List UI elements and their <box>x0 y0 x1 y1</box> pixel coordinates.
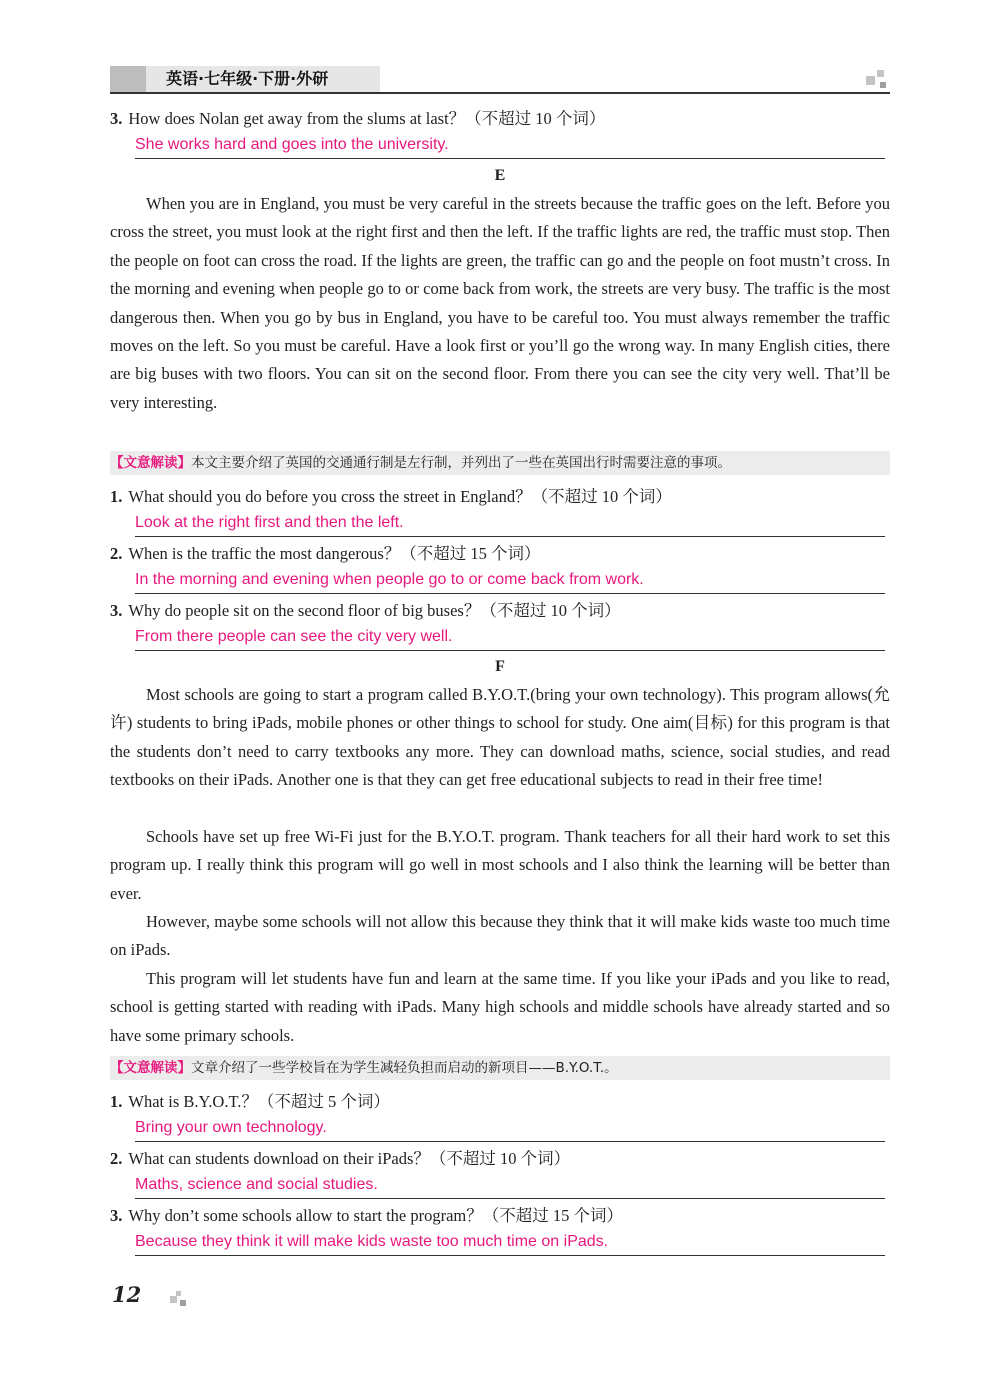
passage-f-paragraph-4: This program will let students have fun and learn at the same time. If you like your iPads and you like to read, school is getting started with reading with iPads. Many high schools and middle schools have already started and so have some primary schools. <box>110 969 890 1045</box>
answer-line-e3: From there people can see the city very well. <box>135 626 885 651</box>
decor-square-icon <box>866 76 875 85</box>
answer-line-f3: Because they think it will make kids waste too much time on iPads. <box>135 1231 885 1256</box>
answer-line-e1: Look at the right first and then the left. <box>135 512 885 537</box>
note-e <box>110 451 890 475</box>
answer-line-f1: Bring your own technology. <box>135 1117 885 1142</box>
note-tag: 【文意解读】 <box>110 1060 191 1076</box>
page-number: 12 <box>112 1282 142 1307</box>
decor-square-icon <box>877 70 884 77</box>
passage-f-paragraph-3: However, maybe some schools will not allow this because they think that it will make kids waste too much time on iPads. <box>110 912 890 960</box>
decor-square-icon <box>170 1296 177 1303</box>
question-f1: 1. What is B.Y.O.T.？（不超过 5 个词） <box>110 1092 390 1111</box>
passage-f-paragraph-2: Schools have set up free Wi-Fi just for the B.Y.O.T. program. Thank teachers for all their hard work to set this program up. I really think this program will go well in most schools and I also think the learning will be better than ever. <box>110 827 890 903</box>
decor-square-icon <box>880 82 886 88</box>
answer-line-e2: In the morning and evening when people go to or come back from work. <box>135 569 885 594</box>
note-tag: 【文意解读】 <box>110 455 191 471</box>
note-f <box>110 1056 890 1080</box>
header-title: 英语·七年级·下册·外研 <box>146 66 380 92</box>
passage-f-paragraph-1: Most schools are going to start a program called B.Y.O.T.(bring your own technology). This program allows(允许) students to bring iPads, mobile phones or other things to school for study. One aim(目标) for this program is that the students don’t need to carry textbooks any more. They can download maths, science, social studies, and read textbooks on their iPads. Another one is that they can get free educational subjects to read in their free time! <box>110 685 890 790</box>
answer-line-f2: Maths, science and social studies. <box>135 1174 885 1199</box>
decor-square-icon <box>180 1300 186 1306</box>
passage-e-paragraph: When you are in England, you must be very careful in the streets because the traffic goes on the left. Before you cross the street, you must look at the right first and then the left. If the traffic lights are red, the traffic must stop. Then the people on foot can cross the road. If the lights are green, the traffic can go and the people on foot mustn’t cross. In the morning and evening when people go to or come back from work, the streets are very busy. The traffic is the most dangerous then. When you go by bus in England, you have to be careful too. You must always remember the traffic moves on the left. So you must be careful. Have a look first or you’ll go the wrong way. In many English cities, there are big buses with two floors. You can sit on the second floor. From there you can see the city very well. That’ll be very interesting. <box>110 194 890 412</box>
note-text: 本文主要介绍了英国的交通通行制是左行制，并列出了一些在英国出行时需要注意的事项。 <box>191 455 731 471</box>
header-rule <box>110 92 890 94</box>
section-letter-e: E <box>494 167 506 184</box>
answer-line-d3: She works hard and goes into the university. <box>135 134 885 159</box>
note-text: 文章介绍了一些学校旨在为学生减轻负担而启动的新项目——B.Y.O.T.。 <box>191 1060 618 1076</box>
question-f3: 3. Why don’t some schools allow to start the program？（不超过 15 个词） <box>110 1206 624 1225</box>
section-letter-f: F <box>495 658 505 675</box>
question-e3: 3. Why do people sit on the second floor of big buses？（不超过 10 个词） <box>110 601 621 620</box>
decor-square-icon <box>176 1291 181 1296</box>
question-d3: 3. How does Nolan get away from the slums at last？（不超过 10 个词） <box>110 109 606 128</box>
header-gray-block <box>110 66 146 92</box>
question-e1: 1. What should you do before you cross the street in England？（不超过 10 个词） <box>110 487 672 506</box>
question-f2: 2. What can students download on their iPads？（不超过 10 个词） <box>110 1149 571 1168</box>
question-e2: 2. When is the traffic the most dangerous？（不超过 15 个词） <box>110 544 541 563</box>
